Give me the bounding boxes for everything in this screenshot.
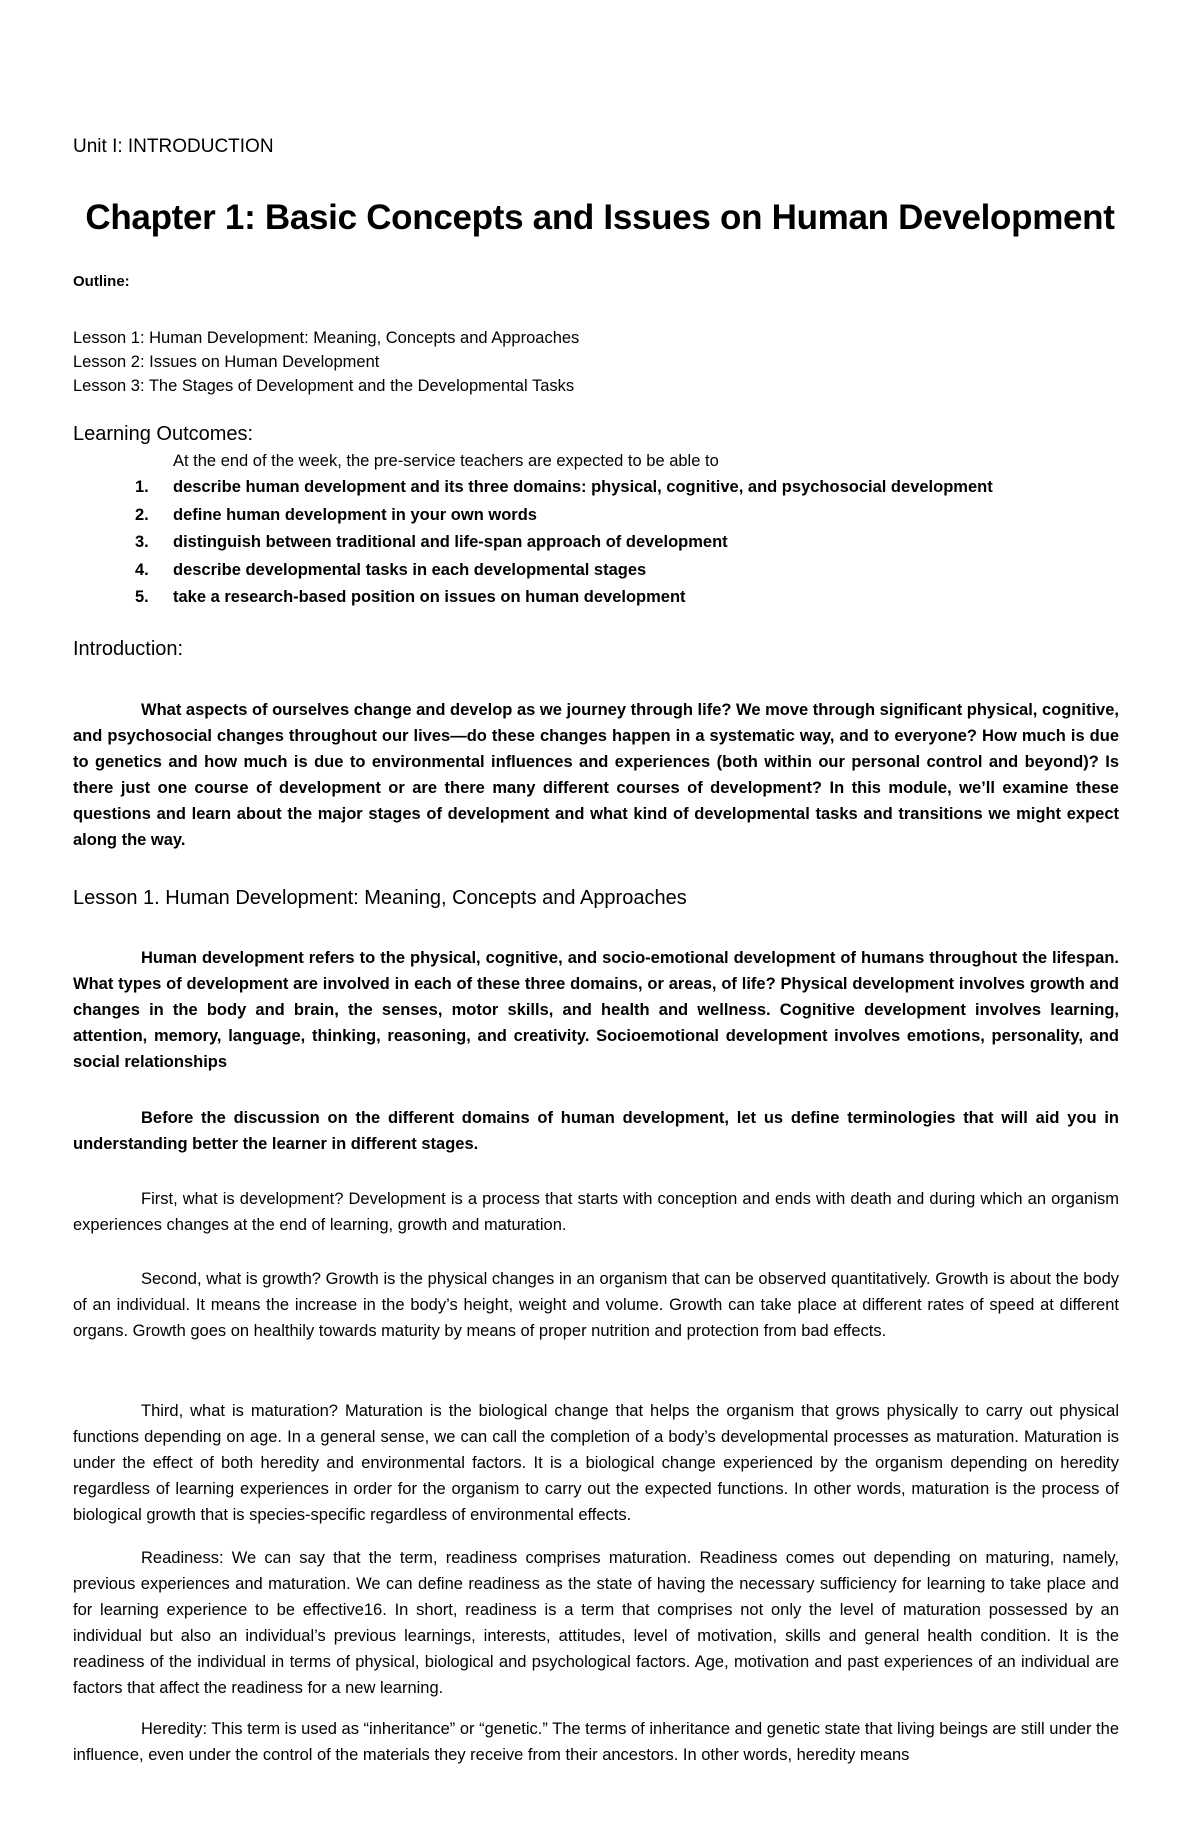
- outcome-text: describe human development and its three domains: physical, cognitive, and psychosocial development: [173, 478, 993, 496]
- learning-outcome-item: [135, 474, 993, 502]
- learning-outcomes-heading: Learning Outcomes:: [73, 423, 254, 445]
- lesson1-heading: Lesson 1. Human Development: Meaning, Concepts and Approaches: [73, 887, 687, 909]
- chapter-title: Chapter 1: Basic Concepts and Issues on Human Development: [85, 198, 1115, 237]
- lesson1-paragraph-terminology: Before the discussion on the different domains of human development, let us define terminologies that will aid you in understanding better the learner in different stages.: [73, 1109, 1119, 1153]
- lesson-outline-item: Lesson 1: Human Development: Meaning, Concepts and Approaches: [73, 329, 580, 347]
- introduction-paragraph: What aspects of ourselves change and develop as we journey through life? We move through significant physical, cognitive, and psychosocial changes throughout our lives—do these changes happen in a systematic way, and to everyone? How much is due to genetics and how much is due to environmental influences and experiences (both within our personal control and beyond)? Is there just one course of development or are there many different courses of development? In this module, we’ll examine these questions and learn about the major stages of development and what kind of developmental tasks and transitions we might expect along the way.: [73, 701, 1119, 849]
- learning-outcome-item: [135, 529, 993, 557]
- outcome-text: define human development in your own words: [173, 505, 537, 524]
- introduction-heading: Introduction:: [73, 638, 184, 660]
- learning-outcome-item: [135, 502, 993, 530]
- learning-outcomes-intro: At the end of the week, the pre-service teachers are expected to be able to: [173, 452, 719, 470]
- lesson1-paragraph-development: First, what is development? Development is a process that starts with conception and ends with death and during which an organism experiences changes at the end of learning, growth and maturation.: [73, 1190, 1119, 1234]
- unit-title: Unit I: INTRODUCTION: [73, 136, 274, 157]
- lesson-outline-list: [73, 326, 579, 398]
- lesson1-paragraph-readiness: Readiness: We can say that the term, readiness comprises maturation. Readiness comes out depending on maturing, namely, previous experiences and maturation. We can define readiness as the state of having the necessary sufficiency for learning to take place and for learning experience to be effective16. In short, readiness is a term that comprises not only the level of maturation possessed by an individual but also an individual’s previous learnings, interests, attitudes, level of motivation, skills and general health condition. It is the readiness of the individual in terms of physical, biological and psychological factors. Age, motivation and past experiences of an individual are factors that affect the readiness for a new learning.: [73, 1549, 1119, 1697]
- outcome-number: 3.: [135, 533, 149, 551]
- lesson-outline-item: Lesson 3: The Stages of Development and the Developmental Tasks: [73, 377, 575, 395]
- lesson1-paragraph-maturation: Third, what is maturation? Maturation is the biological change that helps the organism that grows physically to carry out physical functions depending on age. In a general sense, we can call the completion of a body’s developmental processes as maturation. Maturation is under the effect of both heredity and environmental factors. It is a biological change experienced by the organism depending on heredity regardless of learning experiences in order for the organism to carry out the expected functions. In other words, maturation is the process of biological growth that is species-specific regardless of environmental effects.: [73, 1402, 1119, 1524]
- outcome-number: 2.: [135, 505, 149, 524]
- outcome-number: 5.: [135, 588, 149, 606]
- outcome-number: 4.: [135, 560, 149, 579]
- learning-outcome-item: [135, 557, 993, 585]
- lesson1-paragraph-definition: Human development refers to the physical, cognitive, and socio-emotional development of humans throughout the lifespan. What types of development are involved in each of these three domains, or areas, of life? Physical development involves growth and changes in the body and brain, the senses, motor skills, and health and wellness. Cognitive development involves learning, attention, memory, language, thinking, reasoning, and creativity. Socioemotional development involves emotions, personality, and social relationships: [73, 949, 1119, 1071]
- outcome-text: distinguish between traditional and life-span approach of development: [173, 533, 728, 551]
- lesson1-paragraph-heredity: Heredity: This term is used as “inheritance” or “genetic.” The terms of inheritance and genetic state that living beings are still under the influence, even under the control of the materials they receive from their ancestors. In other words, heredity means: [73, 1720, 1119, 1764]
- outline-label: Outline:: [73, 273, 130, 290]
- outcome-number: 1.: [135, 478, 149, 496]
- lesson-outline-item: Lesson 2: Issues on Human Development: [73, 353, 380, 371]
- learning-outcomes-list: [135, 474, 993, 612]
- outcome-text: describe developmental tasks in each developmental stages: [173, 560, 647, 579]
- lesson1-paragraph-growth: Second, what is growth? Growth is the physical changes in an organism that can be observed quantitatively. Growth is about the body of an individual. It means the increase in the body’s height, weight and volume. Growth can take place at different rates of speed at different organs. Growth goes on healthily towards maturity by means of proper nutrition and protection from bad effects.: [73, 1270, 1119, 1340]
- learning-outcome-item: [135, 584, 993, 612]
- outcome-text: take a research-based position on issues on human development: [173, 588, 686, 606]
